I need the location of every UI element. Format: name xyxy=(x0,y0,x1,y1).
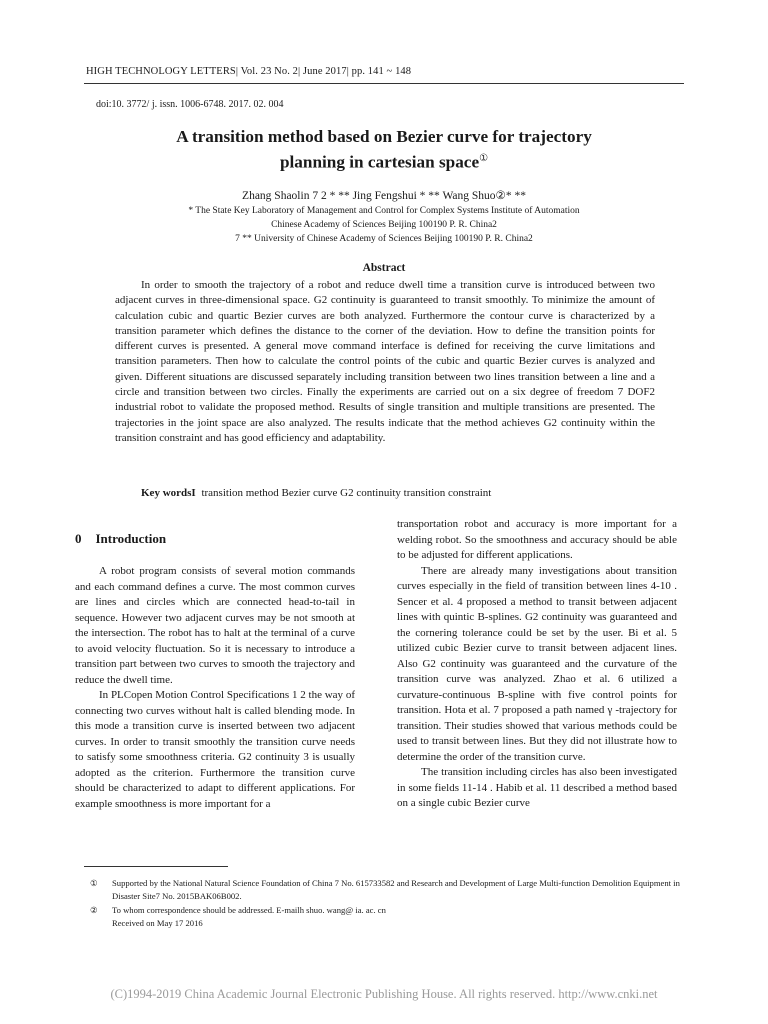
title-line-1: A transition method based on Bezier curve for trajectory xyxy=(176,127,592,146)
authors: Zhang Shaolin 7 2 * ** Jing Fengshui * ** Wang Shuo②* ** xyxy=(242,190,526,202)
footnote-1-mark: ① xyxy=(90,878,98,888)
keywords-label: Key wordsI xyxy=(141,487,196,499)
right-paragraph-1: transportation robot and accuracy is more important for a welding robot. So the smoothness and accuracy should be able to be adjusted for different applications. xyxy=(397,518,677,561)
right-paragraph-2: There are already many investigations about transition curves especially in the field of transition between lines 4-10 . Sencer et al. 4 proposed a method to transit between adjacent lines with quintic B-splines. G2 continuity was guaranteed and the cornering tolerance could be set by the user. Bi et al. 5 utilized cubic Bezier curve to transit between adjacent lines. Also G2 continuity was guaranteed and the curvature of the transition curve was analyzed. Zhao et al. 6 utilized a curvature-continuous B-spline with five control points for transition. Hota et al. 7 proposed a path named γ -trajectory for transition. Their studies showed that various methods could be used to transit between lines. But they did not illustrate how to determine the order of the transition curve. xyxy=(397,564,677,763)
section-number: 0 xyxy=(75,531,82,546)
footnote-1-text: Supported by the National Natural Science Foundation of China 7 No. 615733582 and Research and Development of Large Multi-function Demolition Equipment in Disaster Site7 No. 2015BAK06B002. xyxy=(112,878,680,901)
header-rule xyxy=(84,83,684,84)
left-column xyxy=(75,564,355,812)
doi: doi:10. 3772/ j. issn. 1006-6748. 2017. 02. 004 xyxy=(96,99,284,110)
footnote-3 xyxy=(90,917,700,930)
section-title: Introduction xyxy=(95,531,167,546)
running-head: HIGH TECHNOLOGY LETTERS| Vol. 23 No. 2| June 2017| pp. 141 ~ 148 xyxy=(86,66,412,77)
footnote-2 xyxy=(90,904,700,917)
right-paragraph-3: The transition including circles has also been investigated in some fields 11-14 . Habib et al. 11 described a method based on a single cubic Bezier curve xyxy=(397,766,677,809)
paper-title xyxy=(60,126,708,174)
affiliation-1: * The State Key Laboratory of Management and Control for Complex Systems Institute of Automation xyxy=(188,206,580,216)
footnote-3-text: Received on May 17 2016 xyxy=(112,918,203,928)
affiliation-3: 7 ** University of Chinese Academy of Sciences Beijing 100190 P. R. China2 xyxy=(235,234,533,244)
abstract-body xyxy=(115,278,655,446)
keywords xyxy=(141,487,491,499)
title-line-2 xyxy=(60,148,708,174)
keywords-text: transition method Bezier curve G2 continuity transition constraint xyxy=(201,487,492,499)
left-paragraph-1: A robot program consists of several motion commands and each command defines a curve. The most common curves are lines and circles which are connected head-to-tail in sequence. However two adjacent curves may be not smooth at the intersection. The robot has to halt at the terminal of a curve to avoid velocity fluctuation. So it is necessary to introduce a transition part between two curves to smooth the trajectory and reduce the dwell time. xyxy=(75,565,355,686)
footnote-rule xyxy=(84,866,228,867)
title-footnote-mark: ① xyxy=(479,153,489,164)
abstract-heading: Abstract xyxy=(362,262,406,274)
title-line-2-text: planning in cartesian space xyxy=(279,152,480,172)
left-paragraph-2: In PLCopen Motion Control Specifications 1 2 the way of connecting two curves without halt is called blending mode. In this mode a transition curve is inserted between two adjacent curves. In order to transit smoothly the transition curve needs to satisfy some smoothness criteria. G2 continuity 3 is usually adopted as the criterion. Furthermore the transition curve should be characterized to adapt to different applications. For example smoothness is more important for a xyxy=(75,689,355,810)
right-column xyxy=(397,517,677,812)
footnote-1 xyxy=(90,877,700,903)
footnote-2-text: To whom correspondence should be addressed. E-mailh shuo. wang@ ia. ac. cn xyxy=(112,905,386,915)
copyright-footer: (C)1994-2019 China Academic Journal Electronic Publishing House. All rights reserved. http://www.cnki.net xyxy=(110,987,658,1001)
abstract-text: In order to smooth the trajectory of a robot and reduce dwell time a transition curve is introduced between two adjacent curves in three-dimensional space. G2 continuity is guaranteed to transit smoothly. To minimize the amount of calculation cubic and quartic Bezier curves are both analyzed. Furthermore the contour curve is characterized by a transition parameter which defines the distance to the corner of the deviation. How to define the transition points for different curves is presented. A general move command interface is defined for receiving the curve limitations and transition parameters. Then how to calculate the control points of the cubic and quartic Bezier curves is analyzed and given. Different situations are discussed separately including transition between two lines transition between a line and a circle and transition between two circles. Finally the experiments are carried out on a six degree of freedom 7 DOF2 industrial robot to validate the proposed method. Results of single transition and multiple transitions are presented. The trajectories in the joint space are also analyzed. The results indicate that the method achieves G2 continuity within the transition constraint and has good efficiency and adaptability. xyxy=(115,279,655,444)
affiliation-2: Chinese Academy of Sciences Beijing 100190 P. R. China2 xyxy=(271,220,497,230)
section-heading xyxy=(75,531,166,547)
footnote-2-mark: ② xyxy=(90,905,98,915)
